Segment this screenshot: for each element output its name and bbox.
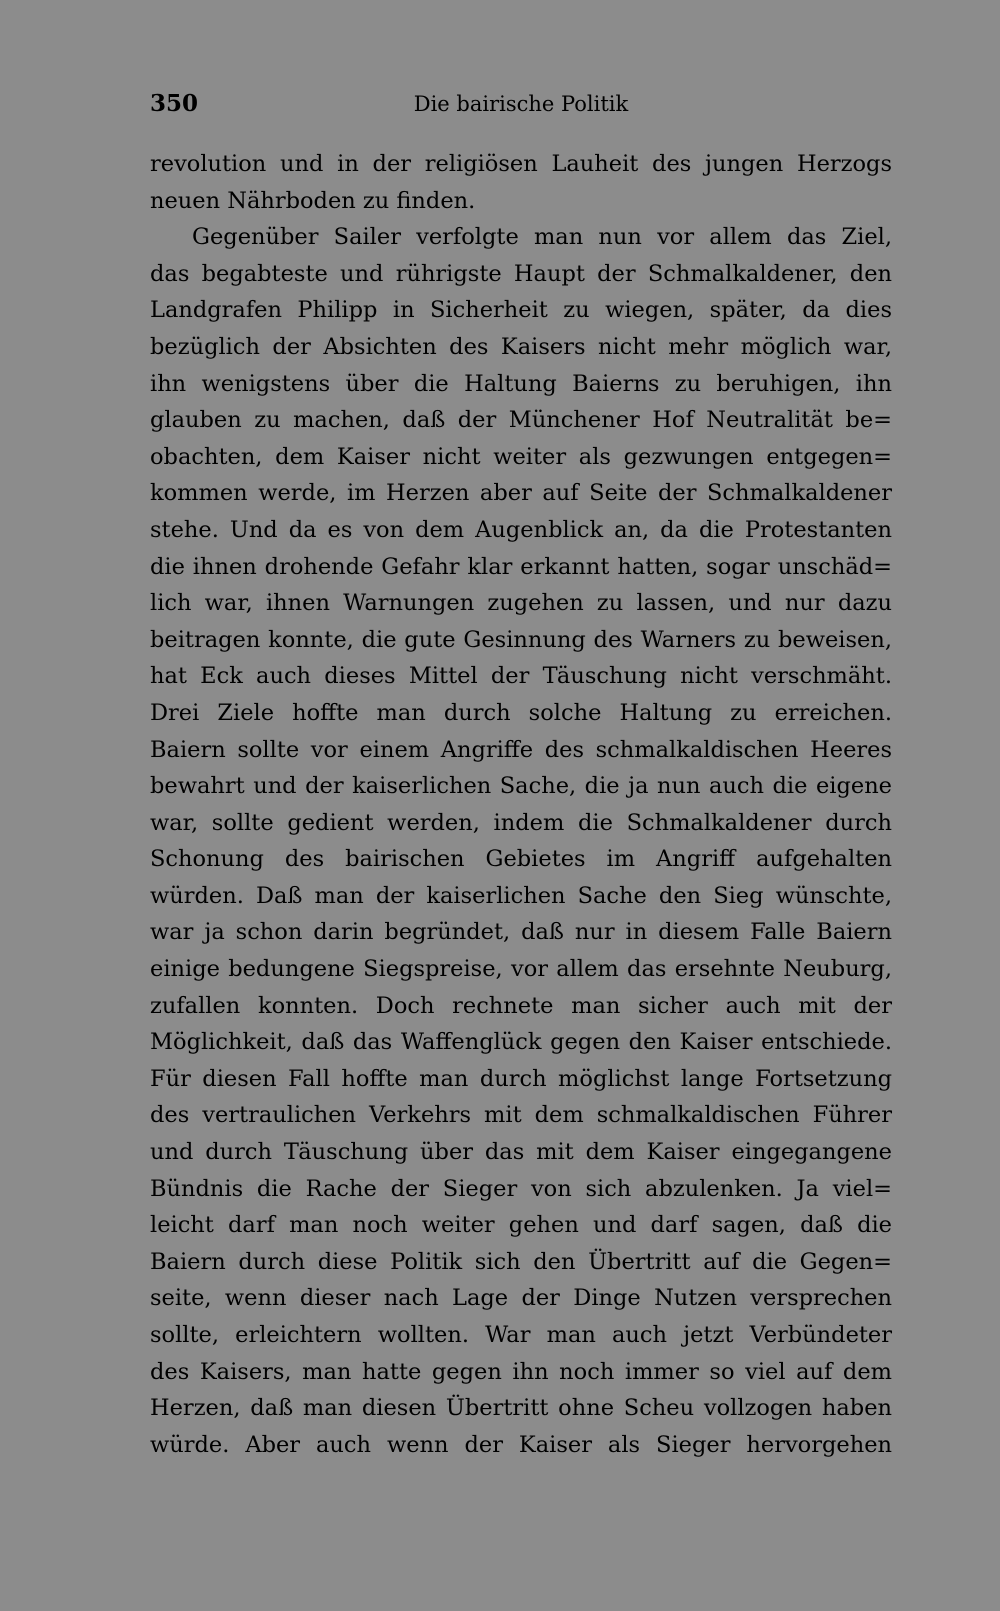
running-title: Die bairische Politik bbox=[413, 92, 629, 116]
text-line: Landgrafen Philipp in Sicherheit zu wiegen, später, da dies bbox=[150, 297, 892, 324]
text-line: beitragen konnte, die gute Gesinnung des Warners zu beweisen, bbox=[150, 626, 892, 653]
text-line: leicht darf man noch weiter gehen und darf sagen, daß die bbox=[150, 1212, 892, 1239]
text-line: revolution und in der religiösen Lauheit des jungen Herzogs bbox=[150, 151, 892, 177]
text-line: neuen Nährboden zu finden. bbox=[150, 187, 476, 214]
text-line: einige bedungene Siegspreise, vor allem das ersehnte Neuburg, bbox=[150, 956, 892, 983]
text-line: Bündnis die Rache der Sieger von sich abzulenken. Ja viel= bbox=[150, 1175, 892, 1202]
text-line: Gegenüber Sailer verfolgte man nun vor allem das Ziel, bbox=[192, 224, 892, 251]
text-line: Herzen, daß man diesen Übertritt ohne Scheu vollzogen haben bbox=[150, 1395, 892, 1422]
body-text bbox=[150, 146, 892, 1463]
text-line: glauben zu machen, daß der Münchener Hof Neutralität be= bbox=[150, 407, 892, 434]
text-line: sollte, erleichtern wollten. War man auch jetzt Verbündeter bbox=[150, 1322, 892, 1348]
text-line: Baiern durch diese Politik sich den Übertritt auf die Gegen= bbox=[150, 1248, 892, 1275]
text-line: Möglichkeit, daß das Waffenglück gegen den Kaiser entschiede. bbox=[150, 1029, 892, 1056]
text-line: hat Eck auch dieses Mittel der Täuschung nicht verschmäht. bbox=[150, 663, 892, 690]
text-line: zufallen konnten. Doch rechnete man sicher auch mit der bbox=[150, 992, 892, 1019]
text-line: die ihnen drohende Gefahr klar erkannt hatten, sogar unschäd= bbox=[150, 553, 892, 580]
text-line: bewahrt und der kaiserlichen Sache, die ja nun auch die eigene bbox=[150, 773, 892, 800]
text-line: kommen werde, im Herzen aber auf Seite der Schmalkaldener bbox=[150, 480, 892, 507]
text-line: des vertraulichen Verkehrs mit dem schmalkaldischen Führer bbox=[150, 1102, 892, 1129]
page-header bbox=[150, 86, 892, 122]
text-line: Baiern sollte vor einem Angriffe des schmalkaldischen Heeres bbox=[150, 736, 892, 763]
page-number: 350 bbox=[150, 90, 199, 117]
text-line: war ja schon darin begründet, daß nur in diesem Falle Baiern bbox=[150, 919, 892, 946]
text-line: Für diesen Fall hoffte man durch möglichst lange Fortsetzung bbox=[150, 1065, 892, 1092]
text-line: und durch Täuschung über das mit dem Kaiser eingegangene bbox=[150, 1139, 892, 1166]
text-line: des Kaisers, man hatte gegen ihn noch immer so viel auf dem bbox=[150, 1358, 892, 1385]
text-line: war, sollte gedient werden, indem die Schmalkaldener durch bbox=[150, 809, 892, 836]
text-line: stehe. Und da es von dem Augenblick an, da die Protestanten bbox=[150, 516, 892, 543]
text-line: bezüglich der Absichten des Kaisers nicht mehr möglich war, bbox=[150, 333, 892, 360]
text-line: ihn wenigstens über die Haltung Baierns zu beruhigen, ihn bbox=[150, 370, 892, 397]
text-line: Schonung des bairischen Gebietes im Angriff aufgehalten bbox=[150, 846, 892, 873]
text-line: seite, wenn dieser nach Lage der Dinge Nutzen versprechen bbox=[150, 1285, 892, 1312]
text-line: lich war, ihnen Warnungen zugehen zu lassen, und nur dazu bbox=[150, 590, 892, 617]
text-line: würde. Aber auch wenn der Kaiser als Sieger hervorgehen bbox=[150, 1431, 892, 1458]
text-line: obachten, dem Kaiser nicht weiter als gezwungen entgegen= bbox=[150, 443, 892, 470]
text-line: das begabteste und rührigste Haupt der Schmalkaldener, den bbox=[150, 260, 892, 287]
text-line: Drei Ziele hoffte man durch solche Haltung zu erreichen. bbox=[150, 699, 892, 726]
text-line: würden. Daß man der kaiserlichen Sache den Sieg wünschte, bbox=[150, 882, 892, 909]
